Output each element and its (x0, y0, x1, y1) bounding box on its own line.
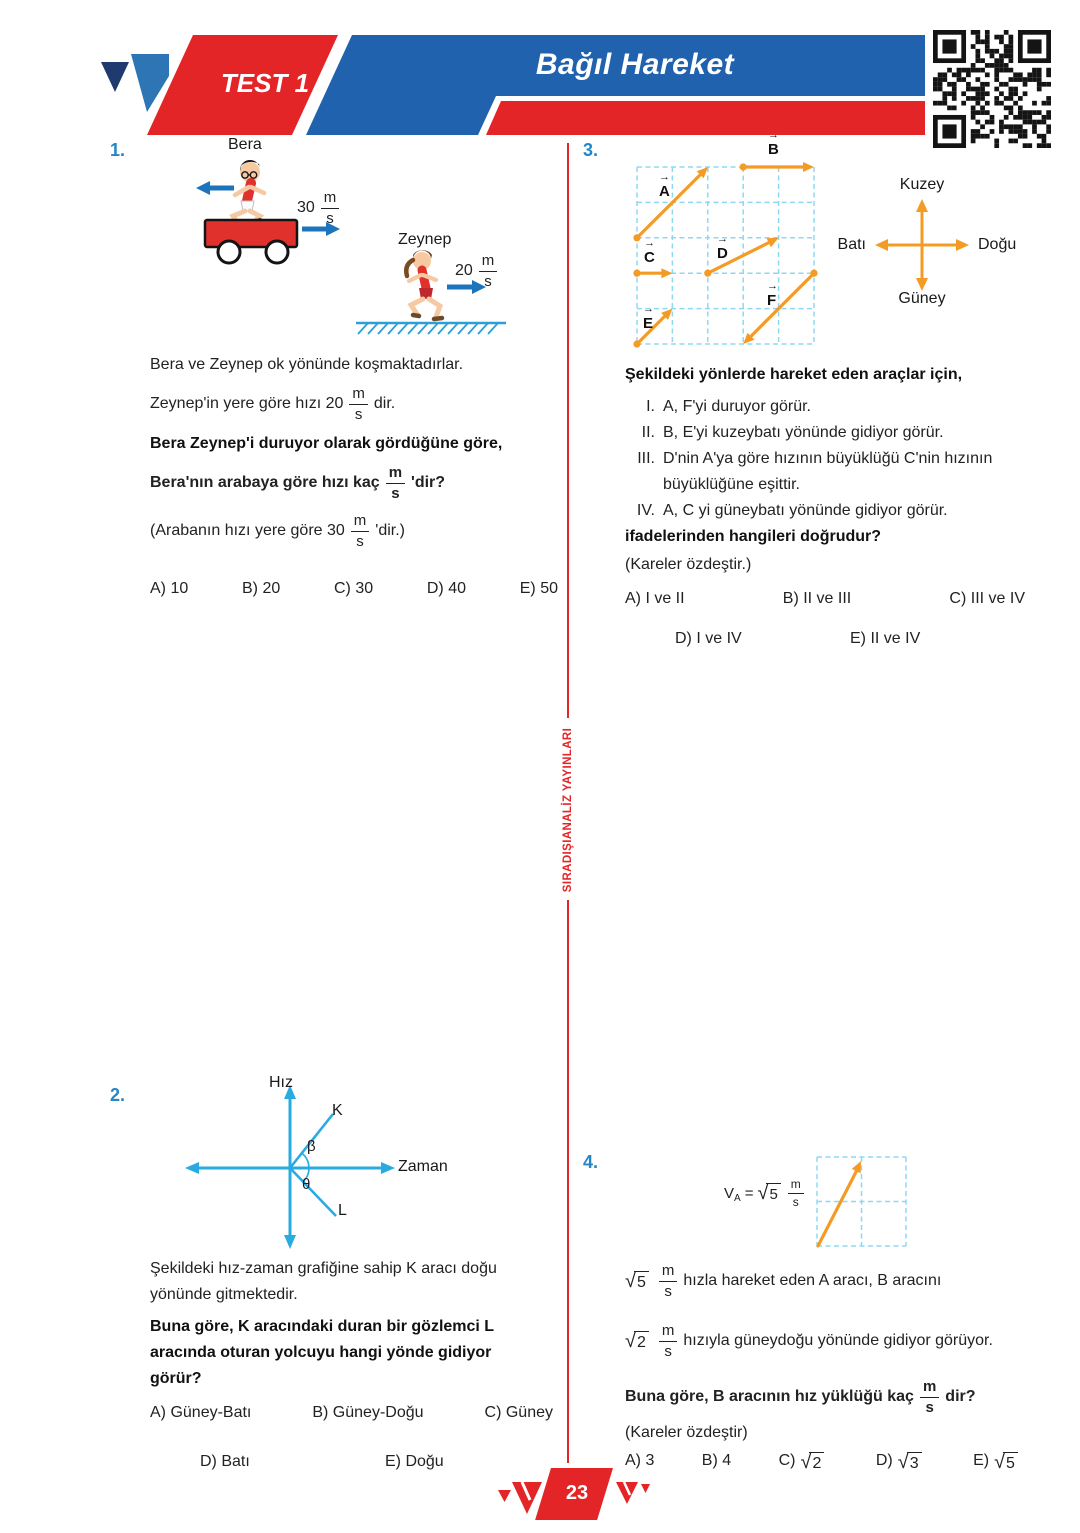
q4-option-b: B) 4 (701, 1452, 732, 1469)
q2-options-row1 (150, 1404, 553, 1422)
unit-fraction: $\frac{m}{s}$ (386, 465, 405, 502)
q1-options (150, 580, 558, 598)
q3-vector-label-b: → B (768, 141, 779, 158)
q3-options-row1 (625, 590, 1025, 608)
girl-runner-icon (406, 250, 442, 319)
q1-option-e: E) 50 (519, 580, 558, 597)
q1-label-bera: Bera (228, 136, 262, 153)
ground-hatch (358, 323, 498, 334)
q4-vector-grid (816, 1156, 908, 1248)
q3-vector-label-d: → D (717, 245, 728, 262)
q1-question-1: Bera Zeynep'i duruyor olarak gördüğüne göre, (150, 435, 503, 452)
q4-text-1: √ 5 $\frac{m}{s}$ hızla hareket eden A aracı, B aracını (625, 1261, 942, 1300)
compass-south-label: Güney (898, 290, 946, 307)
q4-question: Buna göre, B aracının hız yüklüğü kaç $\frac{m}{s}$ dir? (625, 1377, 976, 1416)
q3-option-c: C) III ve IV (949, 590, 1025, 607)
q4-formula: V A = √ 5 $\frac{m}{s}$ (724, 1176, 807, 1210)
q4-note: (Kareler özdeştir) (625, 1424, 748, 1441)
q4-option-e: E) √ 5 (973, 1452, 1022, 1472)
compass-icon (872, 196, 972, 294)
q3-question: ifadelerinden hangileri doğrudur? (625, 528, 882, 545)
q1-text-2: Zeynep'in yere göre hızı 20 $\frac{m}{s}$ dir. (150, 384, 396, 423)
unit-fraction: $\frac{m}{s}$ (349, 386, 368, 423)
q4-text-2: √ 2 $\frac{m}{s}$ hızıyla güneydoğu yönünde gidiyor görüyor. (625, 1321, 993, 1360)
q1-text-1: Bera ve Zeynep ok yönünde koşmaktadırlar. (150, 356, 464, 373)
q1-option-a: A) 10 (150, 580, 189, 597)
page-title: Bağıl Hareket (535, 48, 735, 81)
unit-fraction: $\frac{m}{s}$ (479, 253, 498, 290)
q4-option-c: C) √ 2 (779, 1452, 829, 1472)
compass-west-label: Batı (837, 236, 866, 253)
q4-option-a: A) 3 (625, 1452, 655, 1469)
q3-option-b: B) II ve III (782, 590, 852, 607)
q3-items (625, 394, 1055, 524)
q3-number: 3. (583, 140, 599, 160)
q1-zeynep-speed-value: 20 (455, 262, 473, 280)
compass-east-label: Doğu (978, 236, 1017, 253)
qr-code (933, 30, 1051, 148)
compass-north-label: Kuzey (899, 176, 945, 193)
q1-question-2: Bera'nın arabaya göre hızı kaç $\frac{m}{s}$ 'dir? (150, 463, 446, 502)
unit-fraction: $\frac{m}{s}$ (659, 1323, 678, 1360)
q1-option-c: C) 30 (334, 580, 374, 597)
red-strip (486, 101, 925, 135)
q4-number: 4. (583, 1152, 599, 1172)
q1-number: 1. (110, 140, 126, 160)
q2-option-b: B) Güney-Doğu (312, 1404, 424, 1421)
q2-y-axis-label: Hız (269, 1074, 293, 1091)
q2-option-a: A) Güney-Batı (150, 1404, 252, 1421)
q2-label-l: L (338, 1202, 347, 1219)
q3-vector-label-f: → F (767, 292, 776, 309)
q3-item-2: II. B, E'yi kuzeybatı yönünde gidiyor görür. (641, 424, 944, 441)
q3-option-a: A) I ve II (625, 590, 685, 607)
column-divider-top (567, 143, 569, 718)
unit-fraction: $\frac{m}{s}$ (788, 1178, 804, 1208)
q2-option-d: D) Batı (200, 1453, 250, 1470)
unit-fraction: $\frac{m}{s}$ (351, 513, 370, 550)
q1-option-b: B) 20 (242, 580, 281, 597)
q4-options (625, 1452, 1022, 1472)
q1-cart-speed (297, 190, 345, 227)
q3-vector-label-e: → E (643, 315, 653, 332)
sqrt-expression: √ 5 (625, 1271, 649, 1291)
q1-figure (150, 135, 560, 350)
q3-option-d: D) I ve IV (675, 630, 742, 647)
q3-vector-label-c: → C (644, 249, 655, 266)
line-L (290, 1168, 336, 1216)
q2-question: Buna göre, K aracındaki duran bir gözlemci L aracında oturan yolcuyu hangi yönde gidiyor görür? (150, 1318, 495, 1387)
q2-x-axis-label: Zaman (398, 1158, 448, 1175)
q4-option-d: D) √ 3 (876, 1452, 926, 1472)
q3-item-1: I. A, F'yi duruyor görür. (646, 398, 811, 415)
boy-runner-icon (233, 160, 264, 223)
unit-fraction: $\frac{m}{s}$ (659, 1263, 678, 1300)
vector-C (661, 268, 672, 278)
q3-intro: Şekildeki yönlerde hareket eden araçlar için, (625, 366, 963, 383)
q1-option-d: D) 40 (426, 580, 466, 597)
sqrt-expression: √ 2 (625, 1331, 649, 1351)
q1-label-zeynep: Zeynep (398, 231, 452, 248)
q3-item-4: IV. A, C yi güneybatı yönünde gidiyor görür. (636, 502, 948, 519)
q2-text-1: Şekildeki hız-zaman grafiğine sahip K aracı doğu yönünde gitmektedir. (150, 1260, 497, 1303)
footer-logo-right-icon (614, 1480, 652, 1512)
sqrt-expression: √ 5 (757, 1183, 780, 1203)
q3-option-e: E) II ve IV (850, 630, 921, 647)
unit-fraction: $\frac{m}{s}$ (920, 1379, 939, 1416)
q2-label-beta: β (307, 1138, 316, 1155)
q1-cart-speed-value: 30 (297, 199, 315, 217)
vector-B (803, 162, 814, 172)
publisher-name: SIRADIŞIANALİZ YAYINLARI (562, 727, 574, 893)
q2-option-c: C) Güney (484, 1404, 553, 1421)
q1-zeynep-speed (455, 253, 503, 290)
q2-label-k: K (332, 1102, 343, 1119)
test-badge-label: TEST 1 (220, 68, 310, 98)
q2-label-theta: θ (302, 1176, 311, 1193)
q2-option-e: E) Doğu (385, 1453, 444, 1470)
q1-note: (Arabanın hızı yere göre 30 $\frac{m}{s}$ 'dir.) (150, 511, 406, 550)
q2-number: 2. (110, 1085, 126, 1105)
q3-item-3: III. D'nin A'ya göre hızının büyüklüğü C'nin hızının büyüklüğüne eşittir. (637, 450, 993, 493)
page-number: 23 (565, 1482, 589, 1504)
unit-fraction: $\frac{m}{s}$ (321, 190, 340, 227)
q3-vector-label-a: → A (659, 183, 670, 200)
q3-note: (Kareler özdeştir.) (625, 556, 752, 573)
